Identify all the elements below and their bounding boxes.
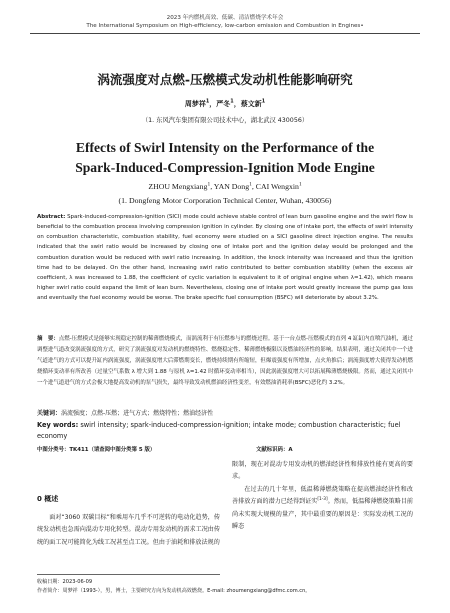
footnote-author-bio: 作者简介：周梦祥（1993-），男，博士，主要研究方向为发动机高效燃烧。E-mail: zhoumengxiang@dfmc.com.cn。 (37, 588, 311, 594)
paragraph-continued: 限制，现在对混动专用发动机的燃油经济性和排放性能有更高的要求。 (232, 461, 413, 481)
header-rule (30, 33, 420, 34)
paragraph: 在过去的几十年里，低温稀薄燃烧策略在提高燃油经济性和改善排放方面的潜力已经得到证实[1-3]。然而，低温稀薄燃烧策略目前尚未实现大规模的量产，其中最重要的原因是：实际发动机工况的瞬态 (232, 485, 414, 531)
classification-number: 中图分类号：TK411（请查阅中图分类第 5 版） (37, 447, 156, 453)
footnote-rule (37, 574, 220, 575)
affiliation-cn: （1. 东风汽车集团有限公司技术中心，湖北武汉 430056） (141, 117, 309, 124)
authors-cn: 周梦祥$^1$，严冬$^1$，蔡文新$^1$ (184, 98, 266, 108)
keywords-cn: 关键词：涡流强度；点燃-压燃；进气方式；燃烧特性；燃油经济性 (37, 410, 214, 417)
abstract-en: Abstract: Spark-induced-compression-ignition (SICI) mode could achieve stable control of lean burn gasoline engine and the swirl flow is beneficial to the combustion process involving compression ignition in cylinder. By closing one of intake port, the effects of swirl intensity on combustion characteristic, combustion stability, fuel economy were studied on a SICI gasoline direct injection engine. The results indicated that the swirl ratio would be increased by closing one of intake port and the ignition delay would be prolonged and the combustion duration would be reduced with swirl ratio increasing. In addition, the knock intensity was increased and thus the ignition time had to be delayed. On the other hand, increasing swirl ratio contributed to better combustion stability (when the excess air coefficient, λ was increased to 1.88, the coefficient of cyclic variation is equivalent to it of original engine when λ=1.42), which means higher swirl ratio could expand the limit of lean burn. Nevertheless, closing one of intake port would greatly increase the pump gas loss and eventually the fuel economy would be worse. The brake specific fuel consumption (BSFC) will deteriorate by about 3.2%. (37, 214, 413, 302)
running-header-en: The International Symposium on High-efficiency, low-carbon emission and Combustion in Engines• (86, 23, 364, 29)
footnote-received-date: 收稿日期：2023-06-09 (37, 579, 93, 585)
section-heading: 0 概述 (37, 495, 59, 503)
document-code: 文献标识码：A (256, 447, 293, 453)
authors-en: ZHOU Mengxiang$^1$, YAN Dong$^1$, CAI Wengxin$^1$ (148, 181, 302, 191)
body-column-left: 面对“3060 双碳目标”和乘用车几乎不可逆转的电动化趋势，传统发动机也急需向混动专用化转型。混动专用发动机的需求工况由传统的面工况可能简化为线工况甚至点工况。但由于油耗和排放法规的 (37, 514, 220, 546)
affiliation-en: (1. Dongfeng Motor Corporation Technical Center, Wuhan, 430056) (118, 196, 332, 205)
title-en: Effects of Swirl Intensity on the Performance of the Spark-Induced-Compression-Ignition Mode Engine (75, 140, 375, 175)
keywords-en: Key words: swirl intensity; spark-induced-compression-ignition; intake mode; combustion characteristic; fuel economy (37, 421, 401, 440)
title-cn: 涡流强度对点燃-压燃模式发动机性能影响研究 (97, 72, 353, 87)
running-header (0, 14, 450, 30)
body-column-right (232, 459, 413, 533)
abstract-cn: 摘 要：点燃-压燃模式是能够实现稳定控制的稀薄燃烧模式，而涡流利于有压燃参与的燃烧过程。基于一台点燃-压燃模式的直列 4 缸缸内直喷汽油机，通过调整进气道改变涡流强度的方式，研究了涡流强度对发动机的燃烧特性、燃烧稳定性、稀薄燃烧极限以及燃油经济性的影响。结果表明，通过关闭其中一个进气道进气的方式可以提升缸内涡流强度，涡流强度增大后滞燃期变长，燃烧持续期有所缩短，但爆震强度有所增加，点火角推后；涡流强度增大使得发动机燃烧循环变动率有所改善（过量空气系数 λ 增大到 1.88 与原机 λ=1.42 时循环变动率相当），因此涡流强度增大可以拓展稀薄燃烧极限。然而，通过关闭其中一个进气道进气的方式会极大地提高发动机的泵气损失，最终导致发动机燃油经济性变差，有效燃油消耗率(BSFC)恶化约 3.2%。 (37, 336, 413, 386)
running-header-cn: 2023 年内燃机高效、低碳、清洁燃烧学术年会 (166, 15, 284, 21)
citation: [1-3] (317, 497, 328, 503)
